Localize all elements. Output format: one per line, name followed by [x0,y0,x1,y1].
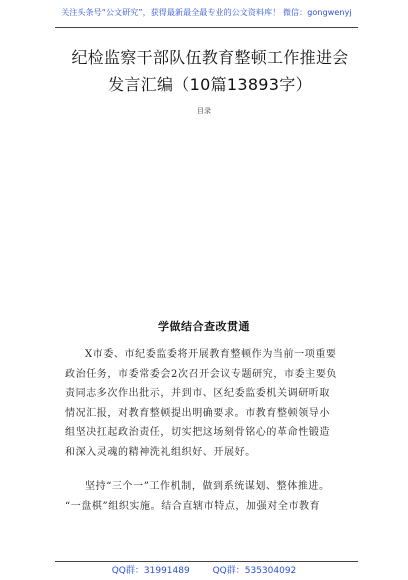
paragraph-line: 情况汇报，对教育整顿提出明确要求。市教育整顿领导小 [65,407,330,419]
footer-qq-1: QQ群：31991489 [111,566,190,576]
paragraph-line: 责同志多次作出批示，并到市、区纪委监委机关调研听取 [65,388,330,399]
paragraph-line: 坚持“三个一”工作机制，做到系统谋划、整体推进。 [85,481,330,492]
section-heading: 学做结合查改贯通 [158,320,250,333]
footer-divider [55,561,358,562]
header-divider [55,27,358,28]
paragraph-line: 政治任务，市委常委会2次召开会议专题研究，市委主要负 [65,368,337,380]
paragraph-1 [65,345,355,462]
toc-label: 目录 [197,107,211,115]
footer-contact [0,563,408,576]
paragraph-line: 和深入灵魂的精神洗礼组织好、开展好。 [65,446,256,458]
paragraph-line: “一盘棋”组织实施。结合直辖市特点，加强对全市教育 [65,500,321,512]
paragraph-2 [65,477,355,516]
paragraph-line: X市委、市纪委监委将开展教育整顿作为当前一项重要 [85,349,337,360]
document-title: 纪检监察干部队伍教育整顿工作推进会发言汇编（10篇13893字） [71,48,349,94]
header-banner: 关注头条号“公文研究”，获得最新最全最专业的公文资料库！ 微信：gongwenyj [61,8,352,17]
footer-qq-2: QQ群：535304092 [212,566,297,576]
paragraph-line: 组坚决扛起政治责任，切实把这场刻骨铭心的革命性锻造 [65,427,330,438]
